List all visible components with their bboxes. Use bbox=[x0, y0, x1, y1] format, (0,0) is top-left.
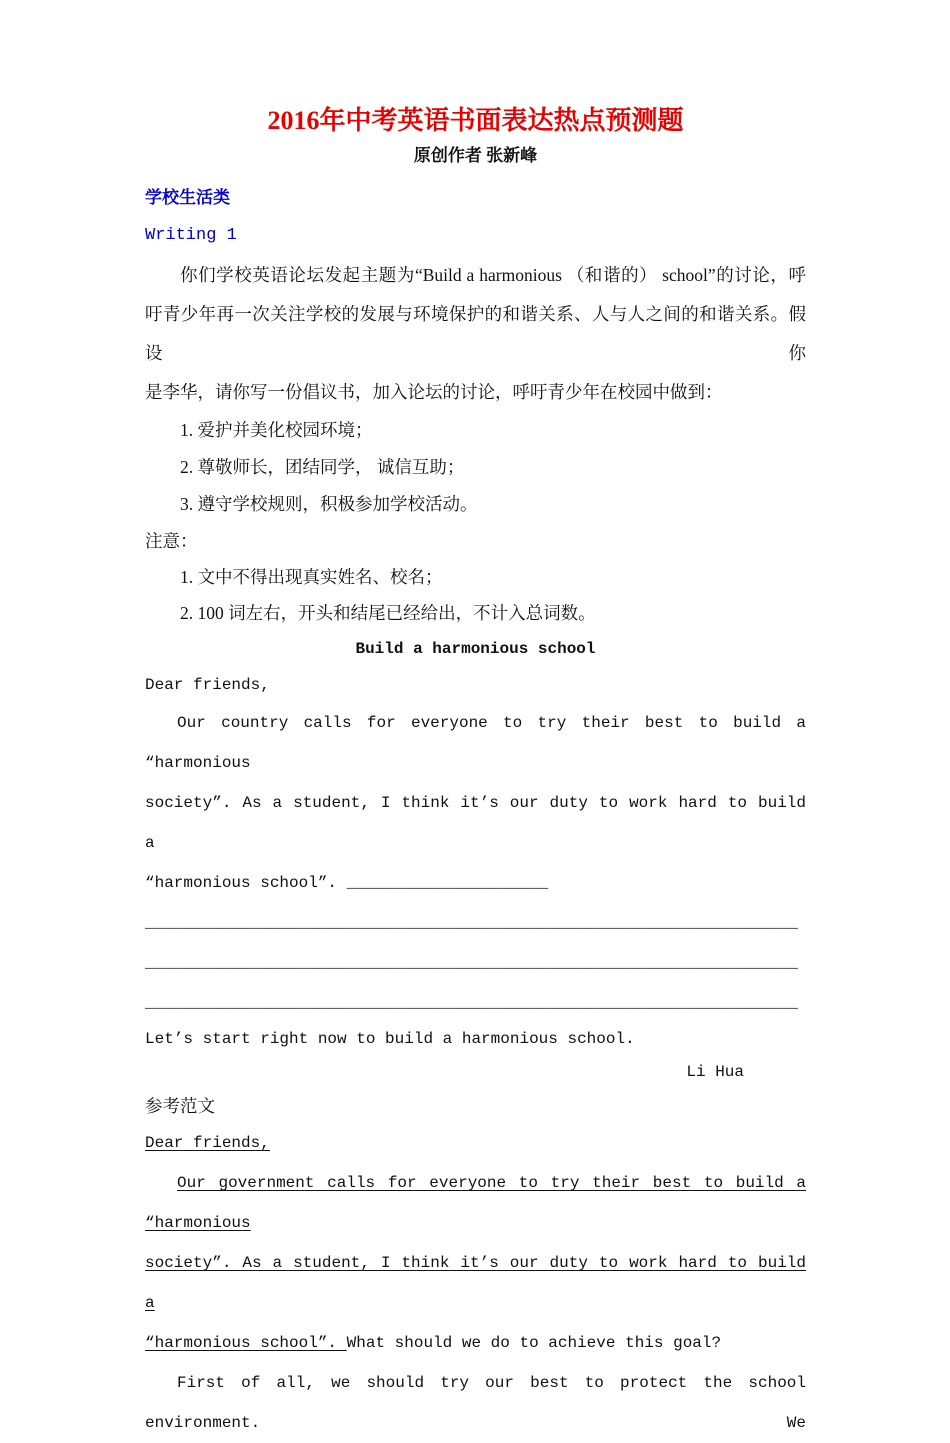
answer-blank-lines: ____________________________________________________________________ ____________________________________________________________________ ____________________________________________________________________ bbox=[145, 914, 798, 1012]
notes-list: 1. 文中不得出现真实姓名、校名； 2. 100 词左右，开头和结尾已经给出，不计入总词数。 bbox=[180, 567, 596, 623]
sample-essay-paragraph-2: First of all, we should try our best to protect the school environment. We bbox=[145, 1374, 806, 1432]
salutation: Dear friends, bbox=[145, 676, 270, 694]
sample-salutation: Dear friends, bbox=[145, 1134, 270, 1152]
essay-title: Build a harmonious school bbox=[355, 640, 596, 658]
note-label: 注意： bbox=[145, 531, 198, 551]
signature: Li Hua bbox=[686, 1063, 744, 1081]
requirement-list: 1. 爱护并美化校园环境； 2. 尊敬师长，团结同学， 诚信互助； 3. 遵守学校规则，积极参加学校活动。 bbox=[180, 420, 478, 514]
sample-essay-label: 参考范文 bbox=[145, 1096, 215, 1116]
essay-opening-paragraph: Our country calls for everyone to try their best to build a “harmonious society”. As a student, I think it’s our duty to work hard to build a “harmonious school”. _____________________ bbox=[145, 714, 806, 892]
sample-essay-paragraph-1: Our government calls for everyone to try their best to build a “harmonious society”. As a student, I think it’s our duty to work hard to build a “harmonious school”. What should we do to achieve this goal? bbox=[145, 1174, 806, 1352]
category-heading: 学校生活类 bbox=[145, 188, 230, 207]
prompt-paragraph: 你们学校英语论坛发起主题为“Build a harmonious （和谐的） school”的讨论，呼 吁青少年再一次关注学校的发展与环境保护的和谐关系、人与人之间的和谐关系。假设你 是李华，请你写一份倡议书，加入论坛的讨论，呼吁青少年在校园中做到： bbox=[145, 265, 806, 402]
closing-line: Let’s start right now to build a harmonious school. bbox=[145, 1030, 635, 1048]
writing-number: Writing 1 bbox=[145, 226, 237, 245]
author-line: 原创作者 张新峰 bbox=[413, 146, 538, 165]
document-title: 2016年中考英语书面表达热点预测题 bbox=[267, 106, 684, 135]
